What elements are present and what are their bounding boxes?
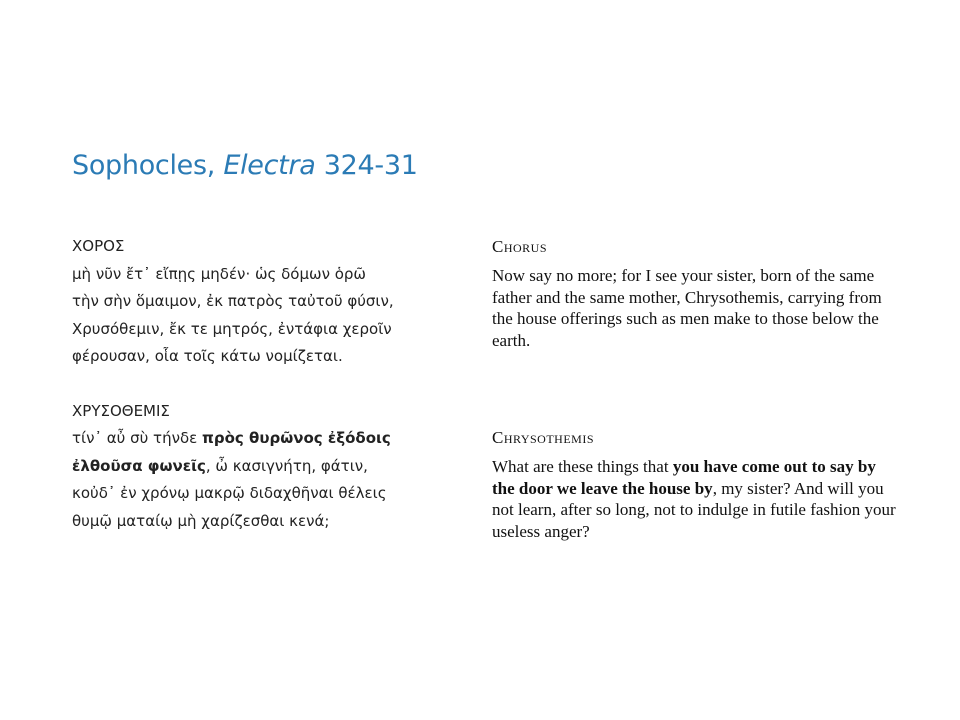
greek-chrysothemis-line <box>72 453 452 481</box>
greek-chrysothemis-line: κοὐδ᾽ ἐν χρόνῳ μακρῷ διδαχθῆναι θέλεις <box>72 484 387 502</box>
greek-text-column <box>72 233 452 535</box>
greek-speaker-chrysothemis: ΧΡΥΣΟΘΕΜΙΣ <box>72 401 170 420</box>
greek-highlight-text: πρὸς θυρῶνος ἐξόδοις <box>202 429 391 447</box>
english-speaker-chorus: Chorus <box>492 237 548 256</box>
title-lines: 324-31 <box>315 150 418 181</box>
greek-line-text: , ὦ κασιγνήτη, φάτιν, <box>205 456 368 475</box>
english-passage-chorus: Now say no more; for I see your sister, born of the same father and the same mother, Chrysothemis, carrying from the house offerings such as men make to those below the earth. <box>492 266 882 350</box>
english-passage-text: , my sister? And will you not learn, after so long, not to indulge in futile fashion your useless anger? <box>492 478 896 541</box>
greek-highlight-text: ἐλθοῦσα φωνεῖς <box>72 456 206 475</box>
greek-chorus-line: τὴν σὴν ὅμαιμον, ἐκ πατρὸς ταὐτοῦ φύσιν, <box>72 292 394 310</box>
english-block-chorus <box>492 236 902 427</box>
slide-title <box>72 150 418 181</box>
english-speaker-chrysothemis: Chrysothemis <box>492 428 595 447</box>
title-author: Sophocles, <box>72 150 224 181</box>
english-highlight-text: you have come out to say by the door we leave the house by <box>492 457 876 498</box>
greek-chorus-line: μὴ νῦν ἔτ᾽ εἴπῃς μηδέν· ὡς δόμων ὁρῶ <box>72 264 366 283</box>
english-passage-text: What are these things that <box>492 457 673 476</box>
english-translation-column <box>492 236 902 542</box>
greek-chorus-line: Χρυσόθεμιν, ἔκ τε μητρός, ἐντάφια χεροῖν <box>72 319 392 338</box>
greek-chrysothemis-line: θυμῷ ματαίῳ μὴ χαρίζεσθαι κενά; <box>72 511 330 530</box>
greek-chrysothemis-line <box>72 425 452 453</box>
greek-speaker-chorus: ΧΟΡΟΣ <box>72 237 125 255</box>
greek-chorus-line: φέρουσαν, οἷα τοῖς κάτω νομίζεται. <box>72 347 343 365</box>
english-passage-chrysothemis <box>492 456 902 542</box>
block-spacer <box>72 371 452 398</box>
title-work: Electra <box>223 150 316 181</box>
english-block-chrysothemis <box>492 427 902 542</box>
greek-line-text: τίν᾽ αὖ σὺ τήνδε <box>72 429 203 447</box>
